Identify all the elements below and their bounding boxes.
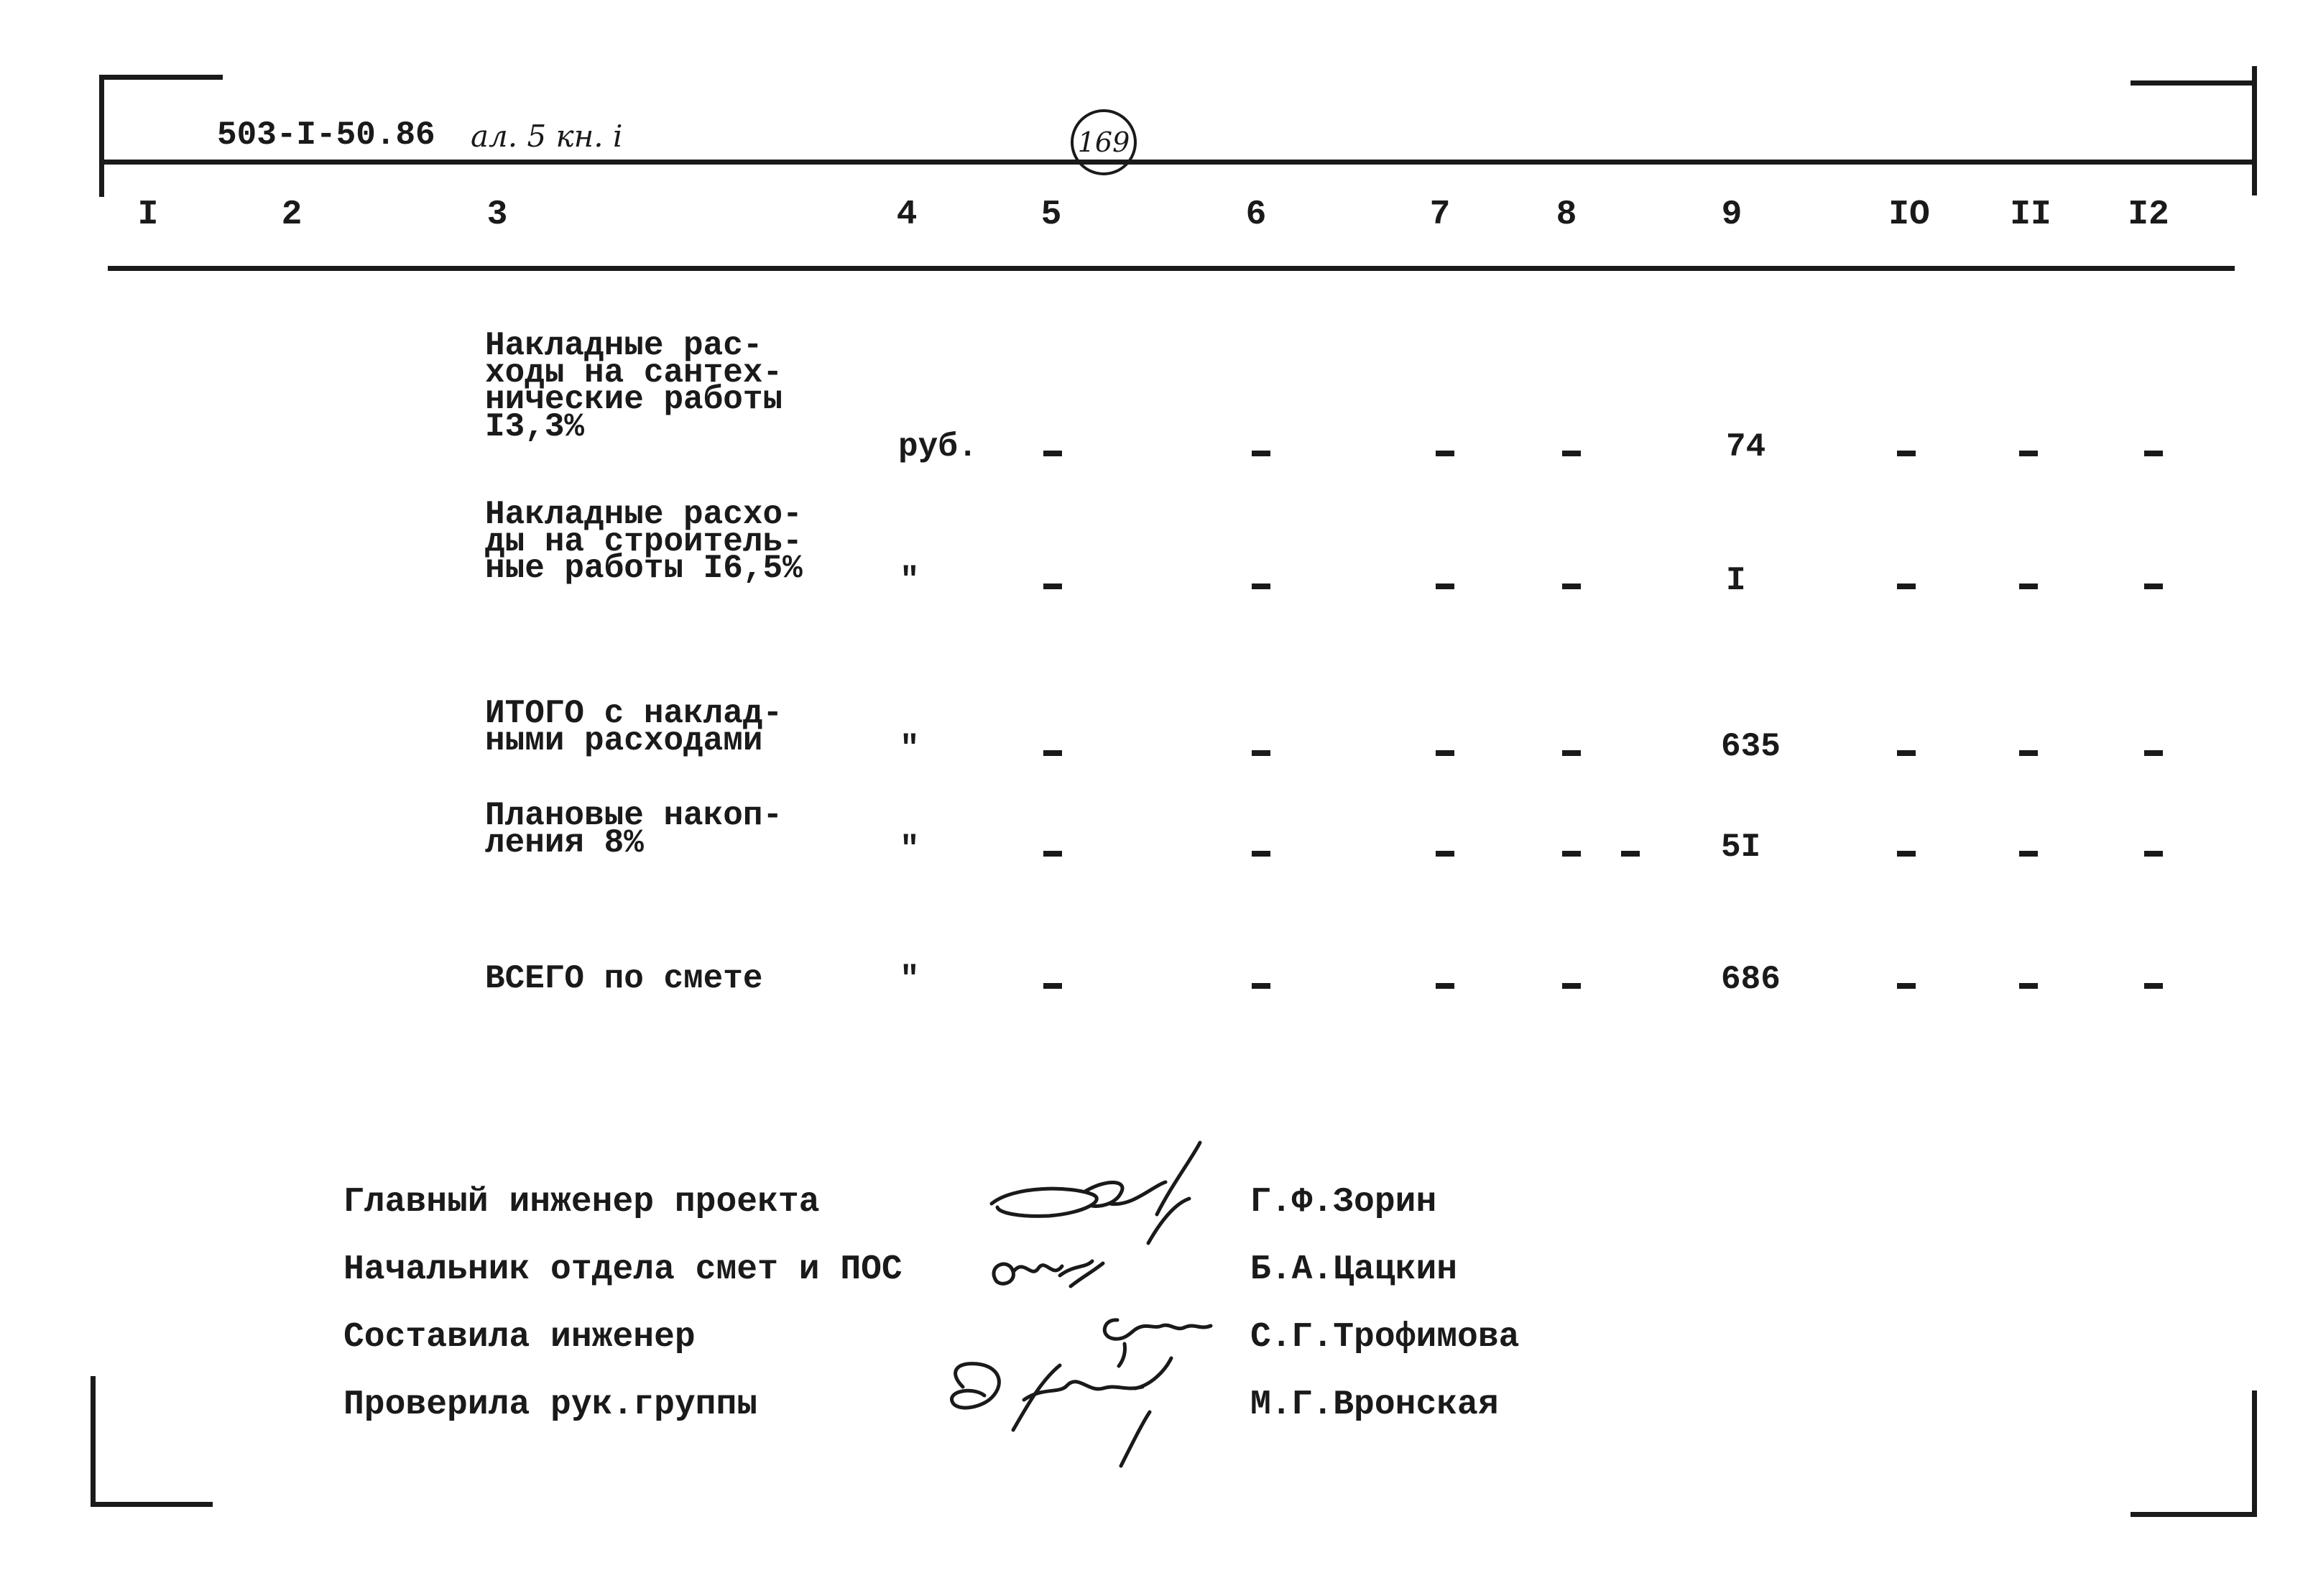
cell-dash-col8-second [1621,851,1640,857]
cell-dash-col8 [1562,583,1581,589]
column-number-5: 5 [1040,195,1062,234]
cell-dash-col6 [1252,750,1270,756]
handwritten-reference: ал. 5 кн. i [471,119,623,154]
column-number-4: 4 [896,195,918,234]
column-number-1: I [137,195,159,234]
handwritten-signature-chief-engineer [984,1135,1236,1250]
cell-dash-col11 [2019,583,2038,589]
cell-dash-col5 [1043,851,1062,857]
row-value-col9: 5I [1721,829,1761,866]
cell-dash-col7 [1436,851,1454,857]
frame-bottom-right-horizontal [2131,1512,2257,1517]
column-number-8: 8 [1556,195,1577,234]
frame-bottom-left-vertical [91,1376,96,1507]
signatory-name: Г.Ф.Зорин [1250,1183,1437,1222]
document-code: 503-I-50.86 [217,116,435,154]
cell-dash-col8-first [1562,851,1581,857]
row-description: ИТОГО с наклад- ными расходами [485,695,783,760]
signature-role: Составила инженер [343,1318,696,1357]
page-number: 169 [1077,126,1130,158]
handwritten-signature-department-head [984,1236,1128,1315]
header-rule [99,160,2257,165]
row-unit: руб. [898,428,978,466]
column-number-9: 9 [1721,195,1742,234]
cell-dash-col6 [1252,451,1270,456]
cell-dash-col8 [1562,750,1581,756]
cell-dash-col11 [2019,983,2038,989]
row-unit: " [900,961,920,998]
cell-dash-col10 [1897,851,1916,857]
row-value-col9: 686 [1721,961,1781,998]
cell-dash-col12 [2144,983,2163,989]
cell-dash-col6 [1252,983,1270,989]
row-value-col9: 635 [1721,728,1781,765]
cell-dash-col12 [2144,583,2163,589]
cell-dash-col5 [1043,451,1062,456]
signatory-name: Б.А.Цацкин [1250,1250,1458,1289]
cell-dash-col7 [1436,583,1454,589]
signatory-name: С.Г.Трофимова [1250,1318,1520,1357]
frame-bottom-left-horizontal [91,1502,213,1507]
row-value-col9: I [1726,562,1746,599]
cell-dash-col7 [1436,983,1454,989]
cell-dash-col5 [1043,750,1062,756]
frame-top-left-horizontal [99,75,223,80]
row-description: Накладные рас- ходы на сантех- нические работы I3,3% [485,327,783,446]
cell-dash-col6 [1252,851,1270,857]
cell-dash-col11 [2019,750,2038,756]
signature-role: Проверила рук.группы [343,1385,758,1424]
row-description: Плановые накоп- ления 8% [485,797,783,862]
column-number-11: II [2010,195,2051,234]
column-number-7: 7 [1429,195,1451,234]
cell-dash-col11 [2019,851,2038,857]
cell-dash-col6 [1252,583,1270,589]
cell-dash-col10 [1897,750,1916,756]
cell-dash-col10 [1897,451,1916,456]
cell-dash-col7 [1436,451,1454,456]
row-description: Накладные расхо- ды на строитель- ные работы I6,5% [485,496,803,588]
column-number-10: IO [1888,195,1930,234]
handwritten-signature-reviewer [934,1344,1222,1480]
column-number-12: I2 [2128,195,2169,234]
cell-dash-col10 [1897,583,1916,589]
frame-top-right-horizontal [2131,80,2257,86]
cell-dash-col12 [2144,851,2163,857]
row-value-col9: 74 [1726,428,1766,466]
cell-dash-col12 [2144,451,2163,456]
cell-dash-col8 [1562,983,1581,989]
column-number-3: 3 [486,195,508,234]
frame-top-right-vertical [2252,66,2257,195]
row-unit: " [900,562,920,599]
cell-dash-col12 [2144,750,2163,756]
row-unit: " [900,831,920,868]
cell-dash-col5 [1043,983,1062,989]
cell-dash-col10 [1897,983,1916,989]
cell-dash-col5 [1043,583,1062,589]
cell-dash-col7 [1436,750,1454,756]
cell-dash-col8 [1562,451,1581,456]
column-number-2: 2 [281,195,303,234]
frame-top-left-vertical [99,75,104,197]
row-unit: " [900,730,920,767]
column-header-rule [108,266,2235,271]
column-number-6: 6 [1245,195,1267,234]
frame-bottom-right-vertical [2252,1390,2257,1516]
signature-role: Начальник отдела смет и ПОС [343,1250,903,1289]
signature-role: Главный инженер проекта [343,1183,820,1222]
page-number-stamp [1071,109,1137,175]
row-description: ВСЕГО по смете [485,960,763,997]
signatory-name: М.Г.Вронская [1250,1385,1499,1424]
cell-dash-col11 [2019,451,2038,456]
